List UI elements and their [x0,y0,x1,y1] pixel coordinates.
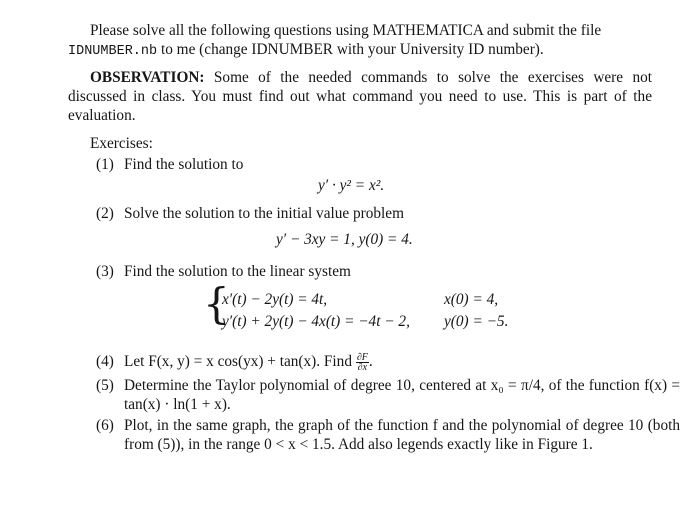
system-condition-1: x(0) = 4, [444,291,499,308]
observation-label: OBSERVATION: [90,69,205,86]
fraction-denominator: ∂x [357,361,368,373]
observation-paragraph [68,68,652,125]
exercise-3 [96,262,652,281]
partial-derivative-fraction [356,353,369,372]
filename: IDNUMBER.nb [68,44,158,59]
equation-1: y′ · y² = x². [318,177,385,194]
exercise-number: (1) [96,156,114,173]
exercise-2 [96,204,652,223]
intro-paragraph [68,21,652,61]
exercise-number: (4) [96,353,114,370]
exercise-text: Plot, in the same graph, the graph of the function f and the polynomial of degree 10 (both from (5)), in the range 0 < x < 1.5. Add also legends exactly like in Figure 1. [124,417,680,453]
exercise-number: (6) [96,417,114,434]
equation-2: y′ − 3xy = 1, y(0) = 4. [276,231,413,248]
system-equation-2: y′(t) + 2y(t) − 4x(t) = −4t − 2, [222,313,410,330]
exercise-4 [96,352,652,372]
system-equation-1: x′(t) − 2y(t) = 4t, [222,291,328,308]
exercise-number: (2) [96,205,114,222]
fraction-numerator: ∂F [356,351,368,363]
exercise-text: Determine the Taylor polynomial of degree 10, centered at x₀ = π/4, of the function f(x) = tan(x) · ln(1 + x). [124,377,680,413]
exercise-5 [96,376,680,414]
exercise-number: (3) [96,263,114,280]
exercise-end: . [368,353,373,370]
intro-line-1: Please solve all the following questions using MATHEMATICA and submit the file [90,22,602,39]
exercise-text: Let F(x, y) = x cos(yx) + tan(x). Find [124,353,352,370]
system-condition-2: y(0) = −5. [444,313,509,330]
system-brace: { [203,279,230,328]
exercise-text: Find the solution to the linear system [124,263,351,280]
exercise-number: (5) [96,377,114,394]
intro-line-2: to me (change IDNUMBER with your University ID number). [157,41,544,58]
observation-text: Some of the needed commands to solve the exercises were not discussed in class. You must find out what command you need to use. This is part of the evaluation. [68,69,652,124]
exercise-1 [96,155,652,174]
exercise-text: Solve the solution to the initial value problem [124,205,404,222]
exercise-6 [96,416,680,454]
exercises-heading: Exercises: [90,135,153,152]
exercise-text: Find the solution to [124,156,244,173]
